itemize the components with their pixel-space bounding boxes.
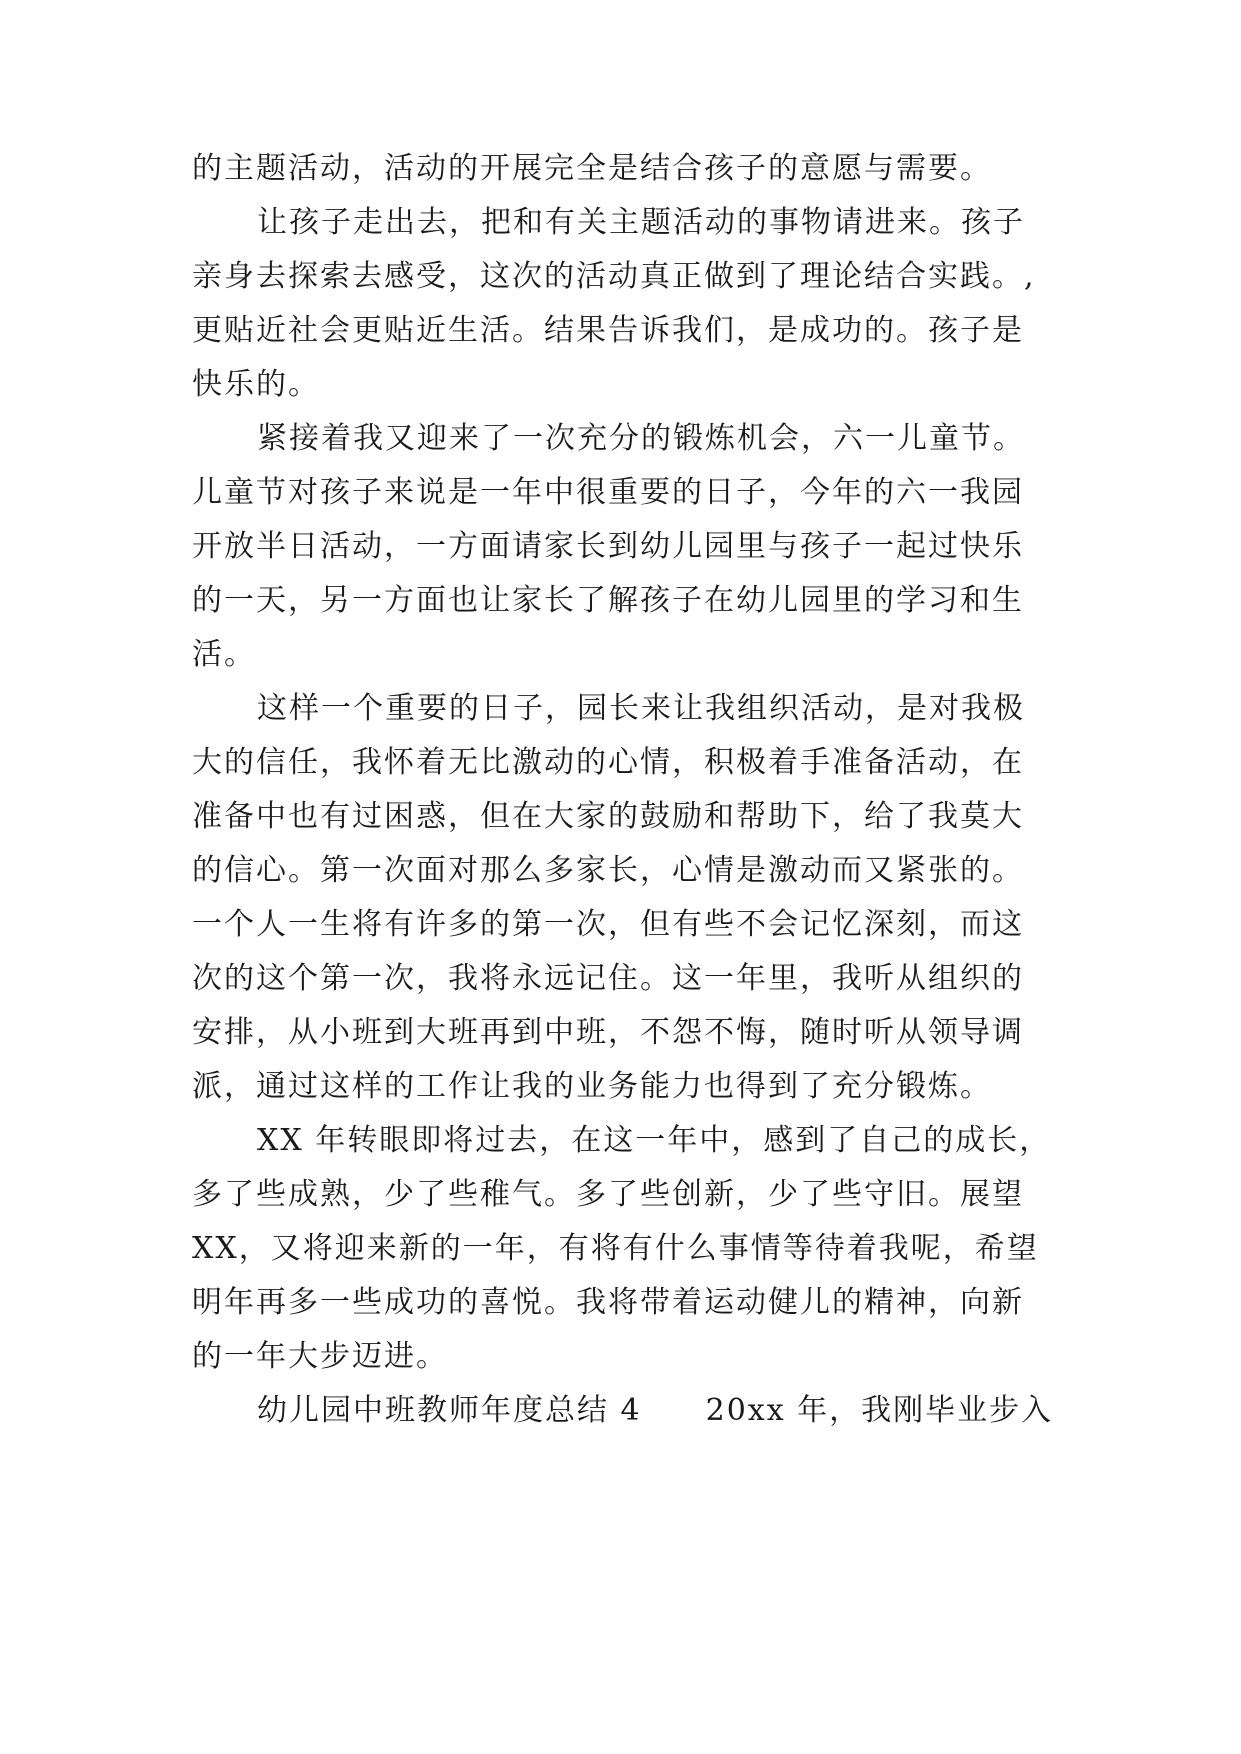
text-line: 多了些成熟，少了些稚气。多了些创新，少了些守旧。展望 [192, 1177, 1024, 1212]
text-line: 派，通过这样的工作让我的业务能力也得到了充分锻炼。 [192, 1069, 992, 1104]
text-line: 大的信任，我怀着无比激动的心情，积极着手准备活动，在 [192, 745, 1024, 780]
text-line: 次的这个第一次，我将永远记住。这一年里，我听从组织的 [192, 961, 1024, 996]
text-line: XX，又将迎来新的一年，有将有什么事情等待着我呢，希望 [192, 1231, 1039, 1266]
text-line: 明年再多一些成功的喜悦。我将带着运动健儿的精神，向新 [192, 1285, 1024, 1320]
text-line: 的信心。第一次面对那么多家长，心情是激动而又紧张的。 [192, 853, 1024, 888]
text-line: 更贴近社会更贴近生活。结果告诉我们，是成功的。孩子是 [192, 313, 1024, 348]
text-line: XX 年转眼即将过去，在这一年中，感到了自己的成长， [257, 1123, 1052, 1158]
text-line: 准备中也有过困惑，但在大家的鼓励和帮助下，给了我莫大 [192, 799, 1024, 834]
text-line: 开放半日活动，一方面请家长到幼儿园里与孩子一起过快乐 [192, 529, 1024, 564]
text-line: 这样一个重要的日子，园长来让我组织活动，是对我极 [257, 691, 1025, 726]
text-line: 安排，从小班到大班再到中班，不怨不悔，随时听从领导调 [192, 1015, 1024, 1050]
text-line: 的一天，另一方面也让家长了解孩子在幼儿园里的学习和生 [192, 583, 1024, 618]
text-line: 紧接着我又迎来了一次充分的锻炼机会，六一儿童节。 [257, 421, 1025, 456]
text-line: 的主题活动，活动的开展完全是结合孩子的意愿与需要。 [192, 151, 992, 186]
text-line: 活。 [192, 637, 256, 672]
text-line: 的一年大步迈进。 [192, 1339, 448, 1374]
text-line: 让孩子走出去，把和有关主题活动的事物请进来。孩子 [257, 205, 1025, 240]
text-line: 快乐的。 [192, 367, 320, 402]
text-line: 幼儿园中班教师年度总结 4 20xx 年，我刚毕业步入 [257, 1393, 1054, 1428]
text-line: 儿童节对孩子来说是一年中很重要的日子，今年的六一我园 [192, 475, 1024, 510]
text-line: 一个人一生将有许多的第一次，但有些不会记忆深刻，而这 [192, 907, 1024, 942]
text-line: 亲身去探索去感受，这次的活动真正做到了理论结合实践。, [192, 259, 1036, 294]
